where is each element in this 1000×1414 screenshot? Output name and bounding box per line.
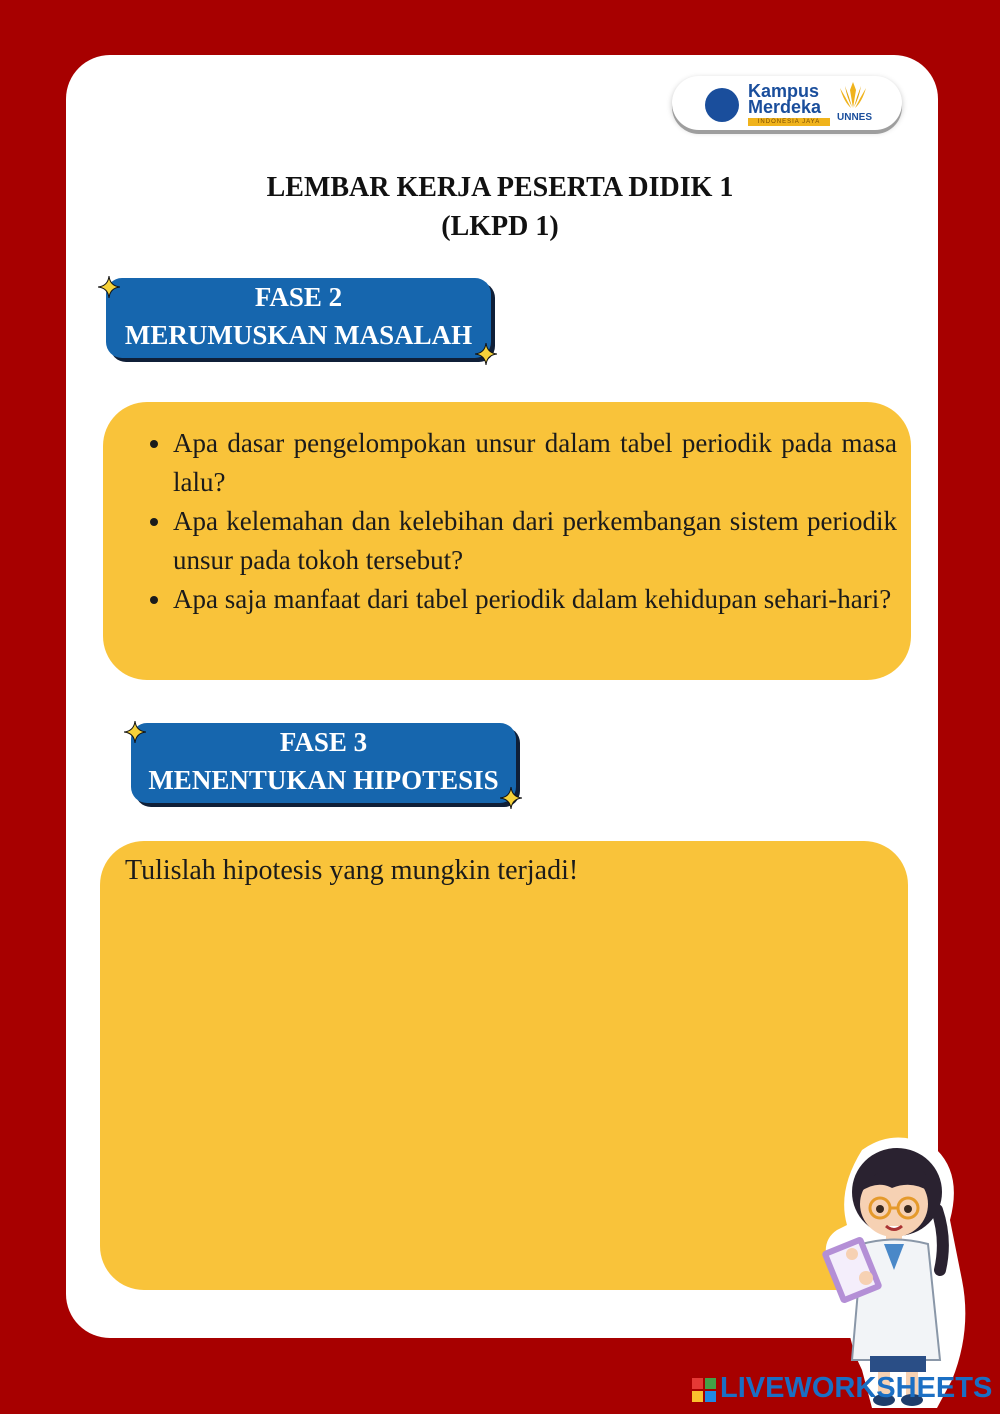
phase-2-number: FASE 2 <box>254 282 343 312</box>
sparkle-icon <box>475 343 497 365</box>
kampus-merdeka-logo <box>672 76 902 130</box>
logo-text-merdeka: Merdeka <box>748 97 822 117</box>
liveworksheets-watermark[interactable]: LIVEWORKSHEETS <box>720 1372 993 1404</box>
sparkle-icon <box>124 721 146 743</box>
logo-ribbon: INDONESIA JAYA <box>748 118 830 126</box>
question-list <box>139 424 897 619</box>
unnes-emblem-icon <box>836 80 870 110</box>
phase-3-banner <box>131 723 516 803</box>
hypothesis-instruction: Tulislah hipotesis yang mungkin terjadi! <box>125 855 579 886</box>
question-item: • Apa kelemahan dan kelebihan dari perkembangan sistem periodik unsur pada tokoh tersebut? <box>173 502 897 580</box>
sparkle-icon <box>500 787 522 809</box>
page-title: LEMBAR KERJA PESERTA DIDIK 1 <box>266 172 734 203</box>
hypothesis-answer-box[interactable] <box>100 841 908 1290</box>
liveworksheets-logo-icon <box>692 1378 716 1402</box>
question-item: • Apa saja manfaat dari tabel periodik dalam kehidupan sehari-hari? <box>173 580 897 619</box>
phase-3-title: MENENTUKAN HIPOTESIS <box>148 765 499 795</box>
problem-questions-box <box>103 402 911 680</box>
phase-3-number: FASE 3 <box>279 727 368 757</box>
phase-2-title: MERUMUSKAN MASALAH <box>124 320 473 350</box>
sparkle-icon <box>98 276 120 298</box>
phase-2-banner <box>106 278 491 358</box>
question-item: • Apa dasar pengelompokan unsur dalam tabel periodik pada masa lalu? <box>173 424 897 502</box>
logo-text-unnes: UNNES <box>837 112 873 123</box>
scientist-girl-illustration <box>822 1130 972 1410</box>
tut-wuri-handayani-icon <box>705 88 739 122</box>
page-subtitle: (LKPD 1) <box>441 211 559 242</box>
logo-text-kampus: Kampus <box>748 81 820 101</box>
